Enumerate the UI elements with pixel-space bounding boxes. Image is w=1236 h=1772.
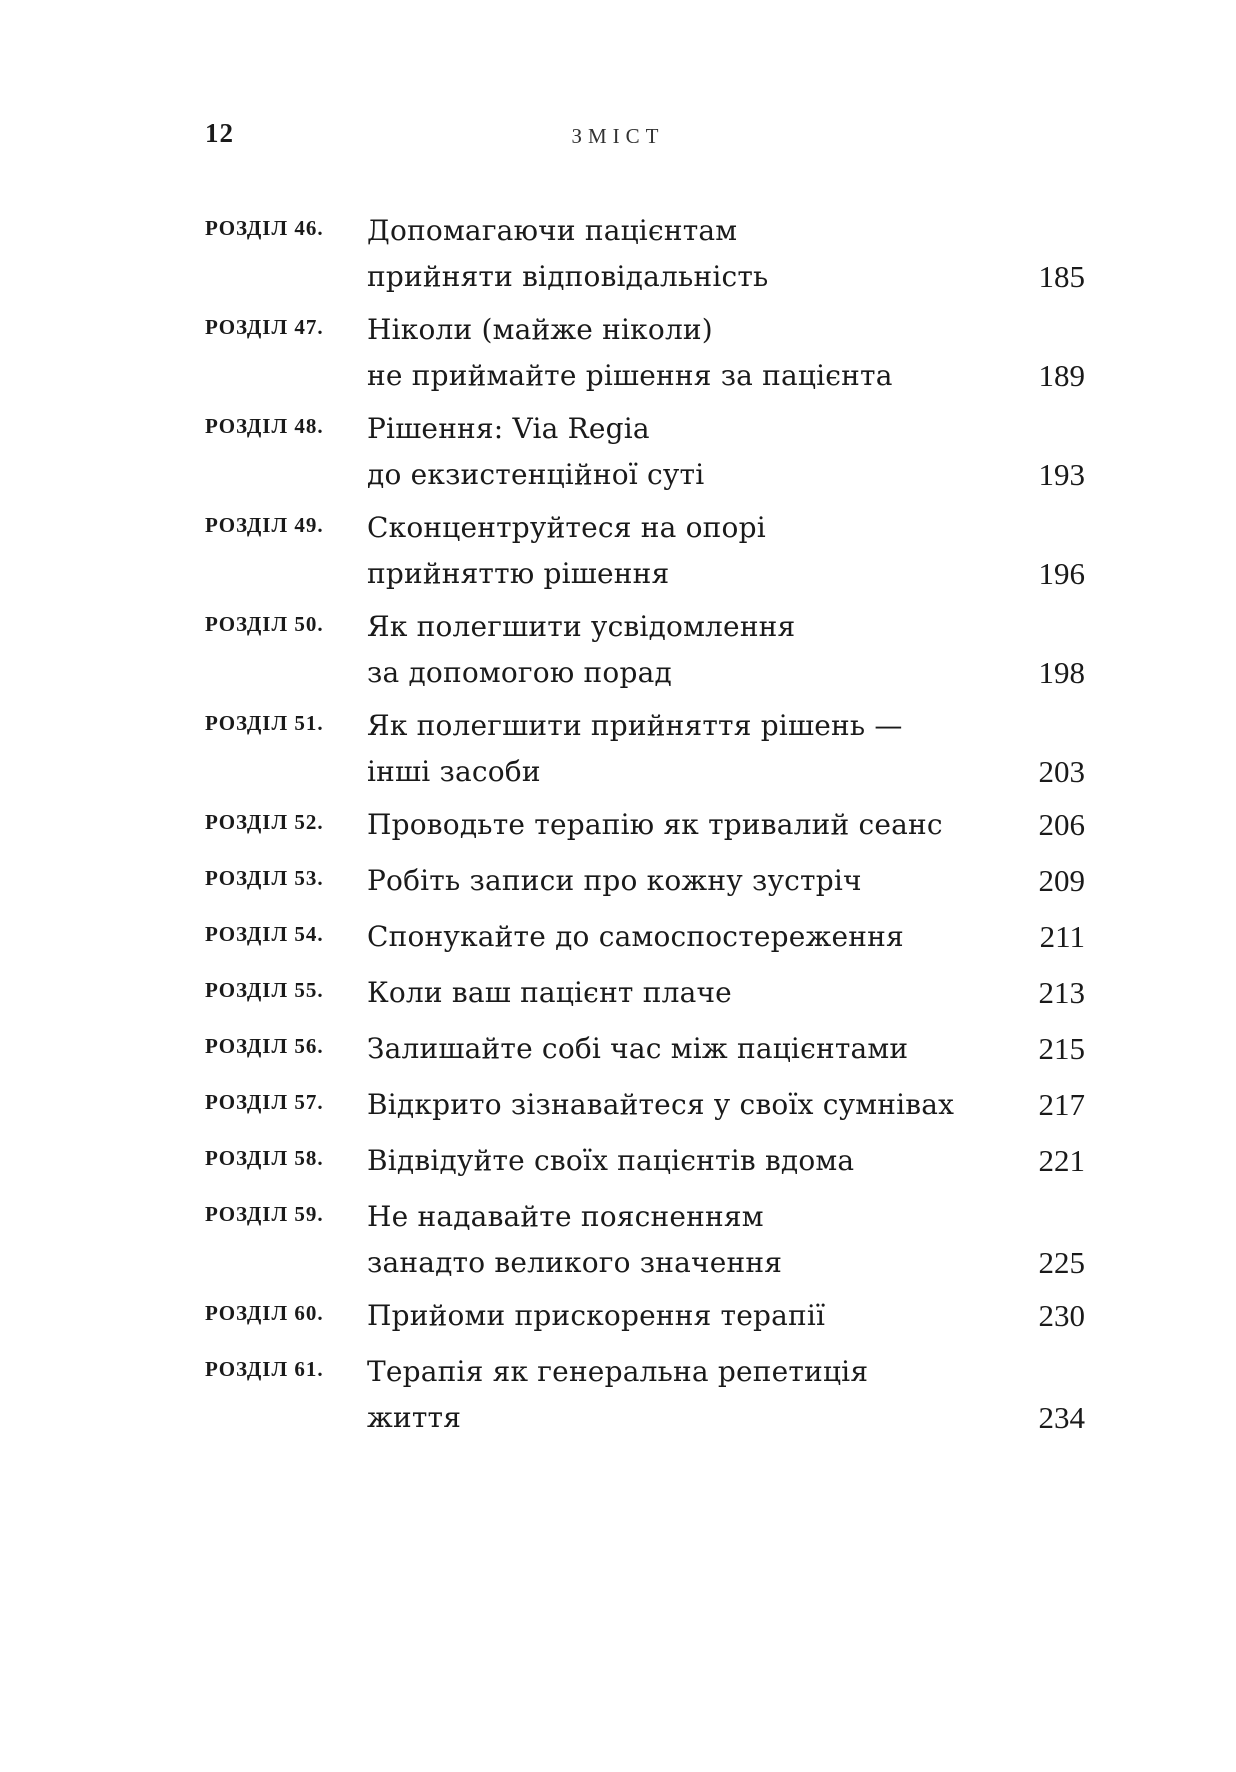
chapter-label: РОЗДІЛ 56. — [205, 1034, 324, 1058]
table-of-contents — [205, 208, 1085, 1448]
chapter-title-line: Робіть записи про кожну зустріч — [367, 864, 862, 897]
chapter-label: РОЗДІЛ 53. — [205, 866, 324, 890]
chapter-page-number: 230 — [1038, 1298, 1085, 1333]
chapter-title — [367, 208, 995, 300]
toc-entry[interactable] — [205, 505, 1085, 597]
toc-entry[interactable] — [205, 858, 1085, 904]
chapter-title-line: Прийоми прискорення терапії — [367, 1299, 826, 1332]
chapter-label: РОЗДІЛ 48. — [205, 414, 324, 438]
chapter-title-line: Як полегшити усвідомлення — [367, 610, 796, 643]
running-head: ЗМІСТ — [571, 124, 665, 148]
chapter-title-line: Рішення: Via Regia — [367, 412, 650, 445]
chapter-title-line: не приймайте рішення за пацієнта — [367, 359, 893, 392]
chapter-page-number: 185 — [1038, 259, 1085, 294]
chapter-label: РОЗДІЛ 54. — [205, 922, 324, 946]
chapter-page-number: 206 — [1038, 807, 1085, 842]
chapter-page-number: 203 — [1038, 754, 1085, 789]
chapter-title — [367, 1194, 995, 1286]
chapter-title-line: Як полегшити прийняття рішень — — [367, 709, 903, 742]
chapter-title — [367, 1138, 995, 1184]
chapter-title — [367, 703, 995, 795]
chapter-page-number: 209 — [1038, 863, 1085, 898]
chapter-page-number: 189 — [1038, 358, 1085, 393]
toc-entry[interactable] — [205, 914, 1085, 960]
chapter-page-number: 193 — [1038, 457, 1085, 492]
chapter-label: РОЗДІЛ 46. — [205, 216, 324, 240]
chapter-label: РОЗДІЛ 52. — [205, 810, 324, 834]
chapter-title — [367, 406, 995, 498]
chapter-page-number: 225 — [1038, 1245, 1085, 1280]
chapter-title-line: Ніколи (майже ніколи) — [367, 313, 713, 346]
chapter-title-line: Допомагаючи пацієнтам — [367, 214, 738, 247]
chapter-page-number: 217 — [1038, 1087, 1085, 1122]
chapter-title-line: занадто великого значення — [367, 1246, 783, 1279]
chapter-label: РОЗДІЛ 47. — [205, 315, 324, 339]
chapter-title-line: за допомогою порад — [367, 656, 672, 689]
chapter-title — [367, 1349, 995, 1441]
chapter-page-number: 215 — [1038, 1031, 1085, 1066]
chapter-page-number: 198 — [1038, 655, 1085, 690]
chapter-title-line: інші засоби — [367, 755, 541, 788]
toc-entry[interactable] — [205, 970, 1085, 1016]
chapter-title-line: Спонукайте до самоспостереження — [367, 920, 904, 953]
chapter-label: РОЗДІЛ 57. — [205, 1090, 324, 1114]
chapter-page-number: 196 — [1038, 556, 1085, 591]
toc-entry[interactable] — [205, 1082, 1085, 1128]
toc-entry[interactable] — [205, 1293, 1085, 1339]
chapter-title — [367, 970, 995, 1016]
chapter-label: РОЗДІЛ 50. — [205, 612, 324, 636]
chapter-title — [367, 914, 995, 960]
toc-entry[interactable] — [205, 1349, 1085, 1441]
chapter-title — [367, 604, 995, 696]
chapter-title-line: Відкрито зізнавайтеся у своїх сумнівах — [367, 1088, 955, 1121]
toc-entry[interactable] — [205, 208, 1085, 300]
chapter-title-line: Відвідуйте своїх пацієнтів вдома — [367, 1144, 855, 1177]
chapter-label: РОЗДІЛ 58. — [205, 1146, 324, 1170]
chapter-page-number: 234 — [1038, 1400, 1085, 1435]
chapter-label: РОЗДІЛ 61. — [205, 1357, 324, 1381]
toc-entry[interactable] — [205, 604, 1085, 696]
chapter-title-line: до екзистенційної суті — [367, 458, 705, 491]
chapter-label: РОЗДІЛ 55. — [205, 978, 324, 1002]
chapter-title-line: життя — [367, 1401, 462, 1434]
chapter-page-number: 221 — [1038, 1143, 1085, 1178]
chapter-label: РОЗДІЛ 51. — [205, 711, 324, 735]
toc-entry[interactable] — [205, 1138, 1085, 1184]
chapter-title — [367, 858, 995, 904]
chapter-title — [367, 802, 995, 848]
chapter-title — [367, 307, 995, 399]
chapter-title-line: прийняти відповідальність — [367, 260, 769, 293]
toc-entry[interactable] — [205, 406, 1085, 498]
chapter-page-number: 213 — [1038, 975, 1085, 1010]
toc-entry[interactable] — [205, 307, 1085, 399]
toc-entry[interactable] — [205, 802, 1085, 848]
chapter-title — [367, 1293, 995, 1339]
chapter-title — [367, 1082, 995, 1128]
chapter-title-line: Залишайте собі час між пацієнтами — [367, 1032, 909, 1065]
toc-entry[interactable] — [205, 703, 1085, 795]
toc-entry[interactable] — [205, 1026, 1085, 1072]
chapter-title-line: прийняттю рішення — [367, 557, 670, 590]
chapter-label: РОЗДІЛ 49. — [205, 513, 324, 537]
page-number: 12 — [205, 118, 234, 148]
chapter-title-line: Коли ваш пацієнт плаче — [367, 976, 732, 1009]
chapter-title-line: Проводьте терапію як тривалий сеанс — [367, 808, 943, 841]
chapter-title — [367, 1026, 995, 1072]
chapter-page-number: 211 — [1039, 919, 1085, 954]
chapter-label: РОЗДІЛ 60. — [205, 1301, 324, 1325]
chapter-title — [367, 505, 995, 597]
chapter-title-line: Не надавайте поясненням — [367, 1200, 764, 1233]
chapter-title-line: Терапія як генеральна репетиція — [367, 1355, 869, 1388]
toc-entry[interactable] — [205, 1194, 1085, 1286]
chapter-label: РОЗДІЛ 59. — [205, 1202, 324, 1226]
chapter-title-line: Сконцентруйтеся на опорі — [367, 511, 766, 544]
